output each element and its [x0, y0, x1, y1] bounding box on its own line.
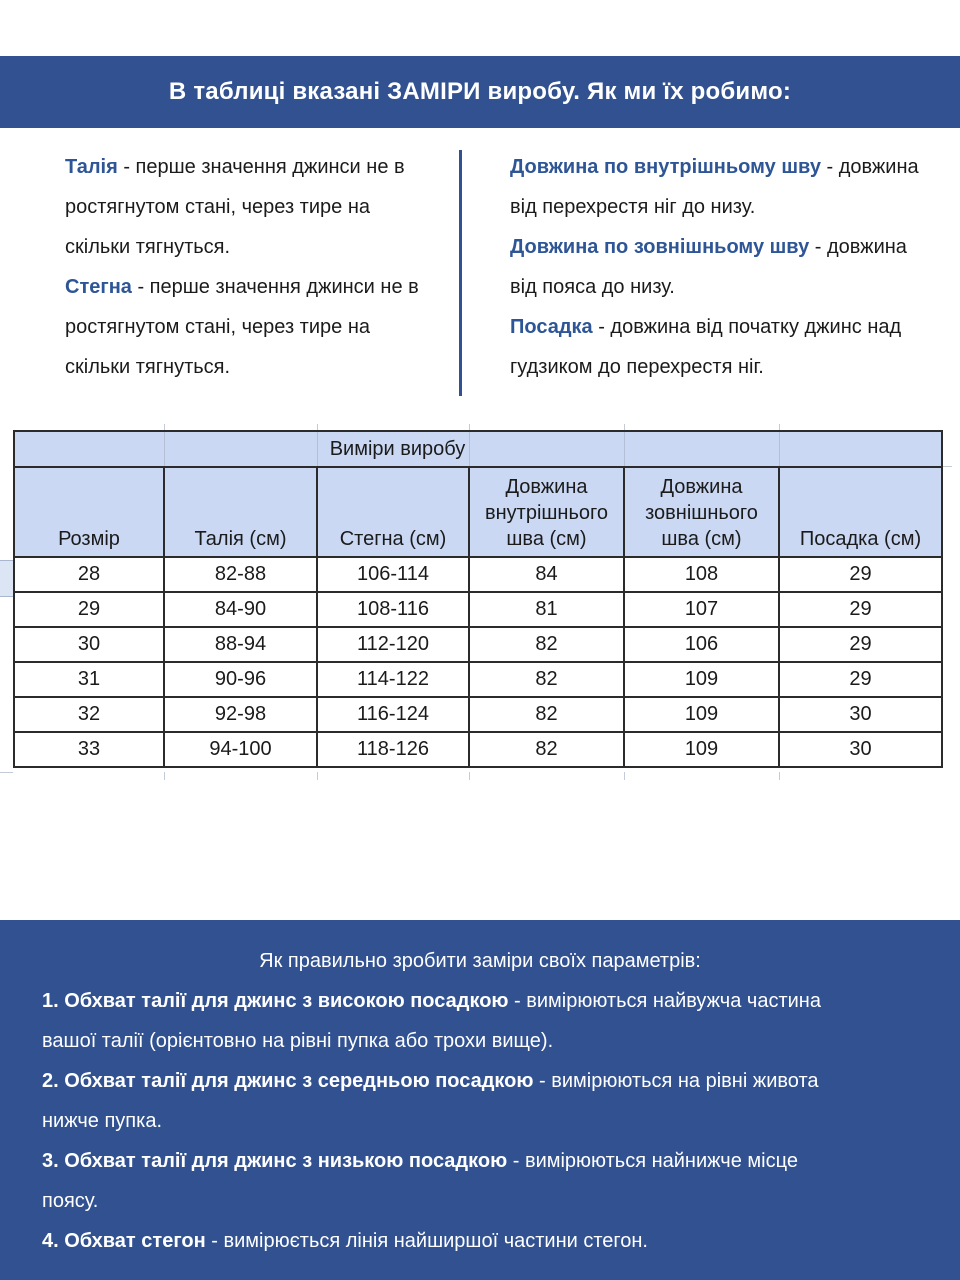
table-cell: 109 [625, 663, 780, 696]
gridline-stub [164, 772, 165, 780]
instruction-text: - вимірюються на рівні живота нижче пупка. [42, 1070, 819, 1132]
definitions-left-column [65, 147, 431, 387]
instruction-term: 4. Обхват стегон [42, 1230, 206, 1252]
instruction-item [42, 981, 842, 1061]
definition-term: Довжина по зовнішньому шву [510, 236, 810, 258]
instruction-text: - вимірюються найнижче місце поясу. [42, 1150, 798, 1212]
table-cell: 82 [470, 698, 625, 731]
table-row [15, 628, 941, 663]
definition-entry [65, 147, 431, 267]
instruction-term: 3. Обхват талії для джинс з низькою посадкою [42, 1150, 508, 1172]
column-header: Довжина зовнішнього шва (см) [625, 468, 780, 556]
column-header: Стегна (см) [318, 468, 470, 556]
definition-text: - перше значення джинси не в ростягнутом стані, через тире на скільки тягнуться. [65, 276, 419, 378]
table-row [15, 733, 941, 766]
instructions-list [0, 981, 960, 1261]
table-cell: 30 [849, 738, 872, 760]
gridline-stub [0, 772, 13, 773]
table-cell: 82 [470, 733, 625, 766]
gridline-stub [624, 772, 625, 780]
table-row [15, 698, 941, 733]
table-title: Виміри виробу [329, 438, 466, 460]
table-cell: 106 [625, 628, 780, 661]
instruction-text: - вимірюються найвужча частина вашої талії (орієнтовно на рівні пупка або трохи вище). [42, 990, 821, 1052]
definition-entry [510, 307, 920, 387]
gridline-stub [469, 772, 470, 780]
instruction-text: - вимірюється лінія найширшої частини стегон. [205, 1230, 648, 1252]
column-header: Розмір [15, 468, 165, 556]
table-cell: 30 [849, 703, 872, 725]
page-title: В таблиці вказані ЗАМІРИ виробу. Як ми їх робимо: [168, 78, 792, 105]
table-row [15, 593, 941, 628]
size-table [13, 430, 943, 768]
table-cell: 108 [625, 558, 780, 591]
table-cell: 118-126 [318, 733, 470, 766]
table-cell: 30 [15, 628, 165, 661]
definition-text: - довжина від пояса до низу. [510, 236, 907, 298]
table-cell: 29 [849, 563, 872, 585]
table-cell: 29 [849, 633, 872, 655]
instruction-term: 1. Обхват талії для джинс з високою посадкою [42, 990, 509, 1012]
table-cell: 109 [625, 733, 780, 766]
column-divider [459, 150, 462, 396]
definition-term: Довжина по внутрішньому шву [510, 156, 821, 178]
table-header-row [15, 468, 941, 558]
instructions-title: Як правильно зробити заміри своїх параметрів: [259, 950, 701, 972]
table-cell: 107 [625, 593, 780, 626]
table-cell: 108-116 [318, 593, 470, 626]
table-cell: 29 [849, 668, 872, 690]
table-cell: 114-122 [318, 663, 470, 696]
definition-text: - довжина від початку джинс над гудзиком до перехрестя ніг. [510, 316, 902, 378]
table-cell: 82-88 [165, 558, 318, 591]
definition-text: - перше значення джинси не в ростягнутом стані, через тире на скільки тягнуться. [65, 156, 405, 258]
table-row [15, 558, 941, 593]
table-cell: 82 [470, 663, 625, 696]
gridline-stub [779, 772, 780, 780]
definition-entry [510, 147, 920, 227]
definition-term: Стегна [65, 276, 132, 298]
instruction-term: 2. Обхват талії для джинс з середньою посадкою [42, 1070, 534, 1092]
header-banner [0, 56, 960, 128]
row-header-stub [0, 560, 13, 597]
table-cell: 29 [15, 593, 165, 626]
table-cell: 31 [15, 663, 165, 696]
table-cell: 94-100 [165, 733, 318, 766]
instruction-item [42, 1061, 842, 1141]
table-cell: 29 [849, 598, 872, 620]
table-cell: 33 [15, 733, 165, 766]
table-title-row [15, 432, 941, 468]
definition-term: Талія [65, 156, 118, 178]
table-cell: 84 [470, 558, 625, 591]
instruction-item [42, 1141, 842, 1221]
instruction-item [42, 1221, 842, 1261]
table-row [15, 663, 941, 698]
definitions-right-column [510, 147, 920, 387]
gridline-stub [943, 466, 952, 467]
table-cell: 81 [470, 593, 625, 626]
table-cell: 109 [625, 698, 780, 731]
definition-text: - довжина від перехрестя ніг до низу. [510, 156, 919, 218]
column-header: Довжина внутрішнього шва (см) [470, 468, 625, 556]
gridline-stub [317, 772, 318, 780]
definition-entry [510, 227, 920, 307]
instructions-section [0, 920, 960, 1280]
table-cell: 32 [15, 698, 165, 731]
table-cell: 28 [15, 558, 165, 591]
column-header: Талія (см) [165, 468, 318, 556]
table-cell: 90-96 [165, 663, 318, 696]
definition-term: Посадка [510, 316, 593, 338]
column-header: Посадка (см) [799, 528, 922, 550]
table-cell: 84-90 [165, 593, 318, 626]
table-cell: 88-94 [165, 628, 318, 661]
table-cell: 106-114 [318, 558, 470, 591]
table-cell: 112-120 [318, 628, 470, 661]
table-cell: 92-98 [165, 698, 318, 731]
definition-entry [65, 267, 431, 387]
table-body [15, 558, 941, 766]
table-cell: 116-124 [318, 698, 470, 731]
title-row-cell [780, 432, 941, 466]
table-cell: 82 [470, 628, 625, 661]
